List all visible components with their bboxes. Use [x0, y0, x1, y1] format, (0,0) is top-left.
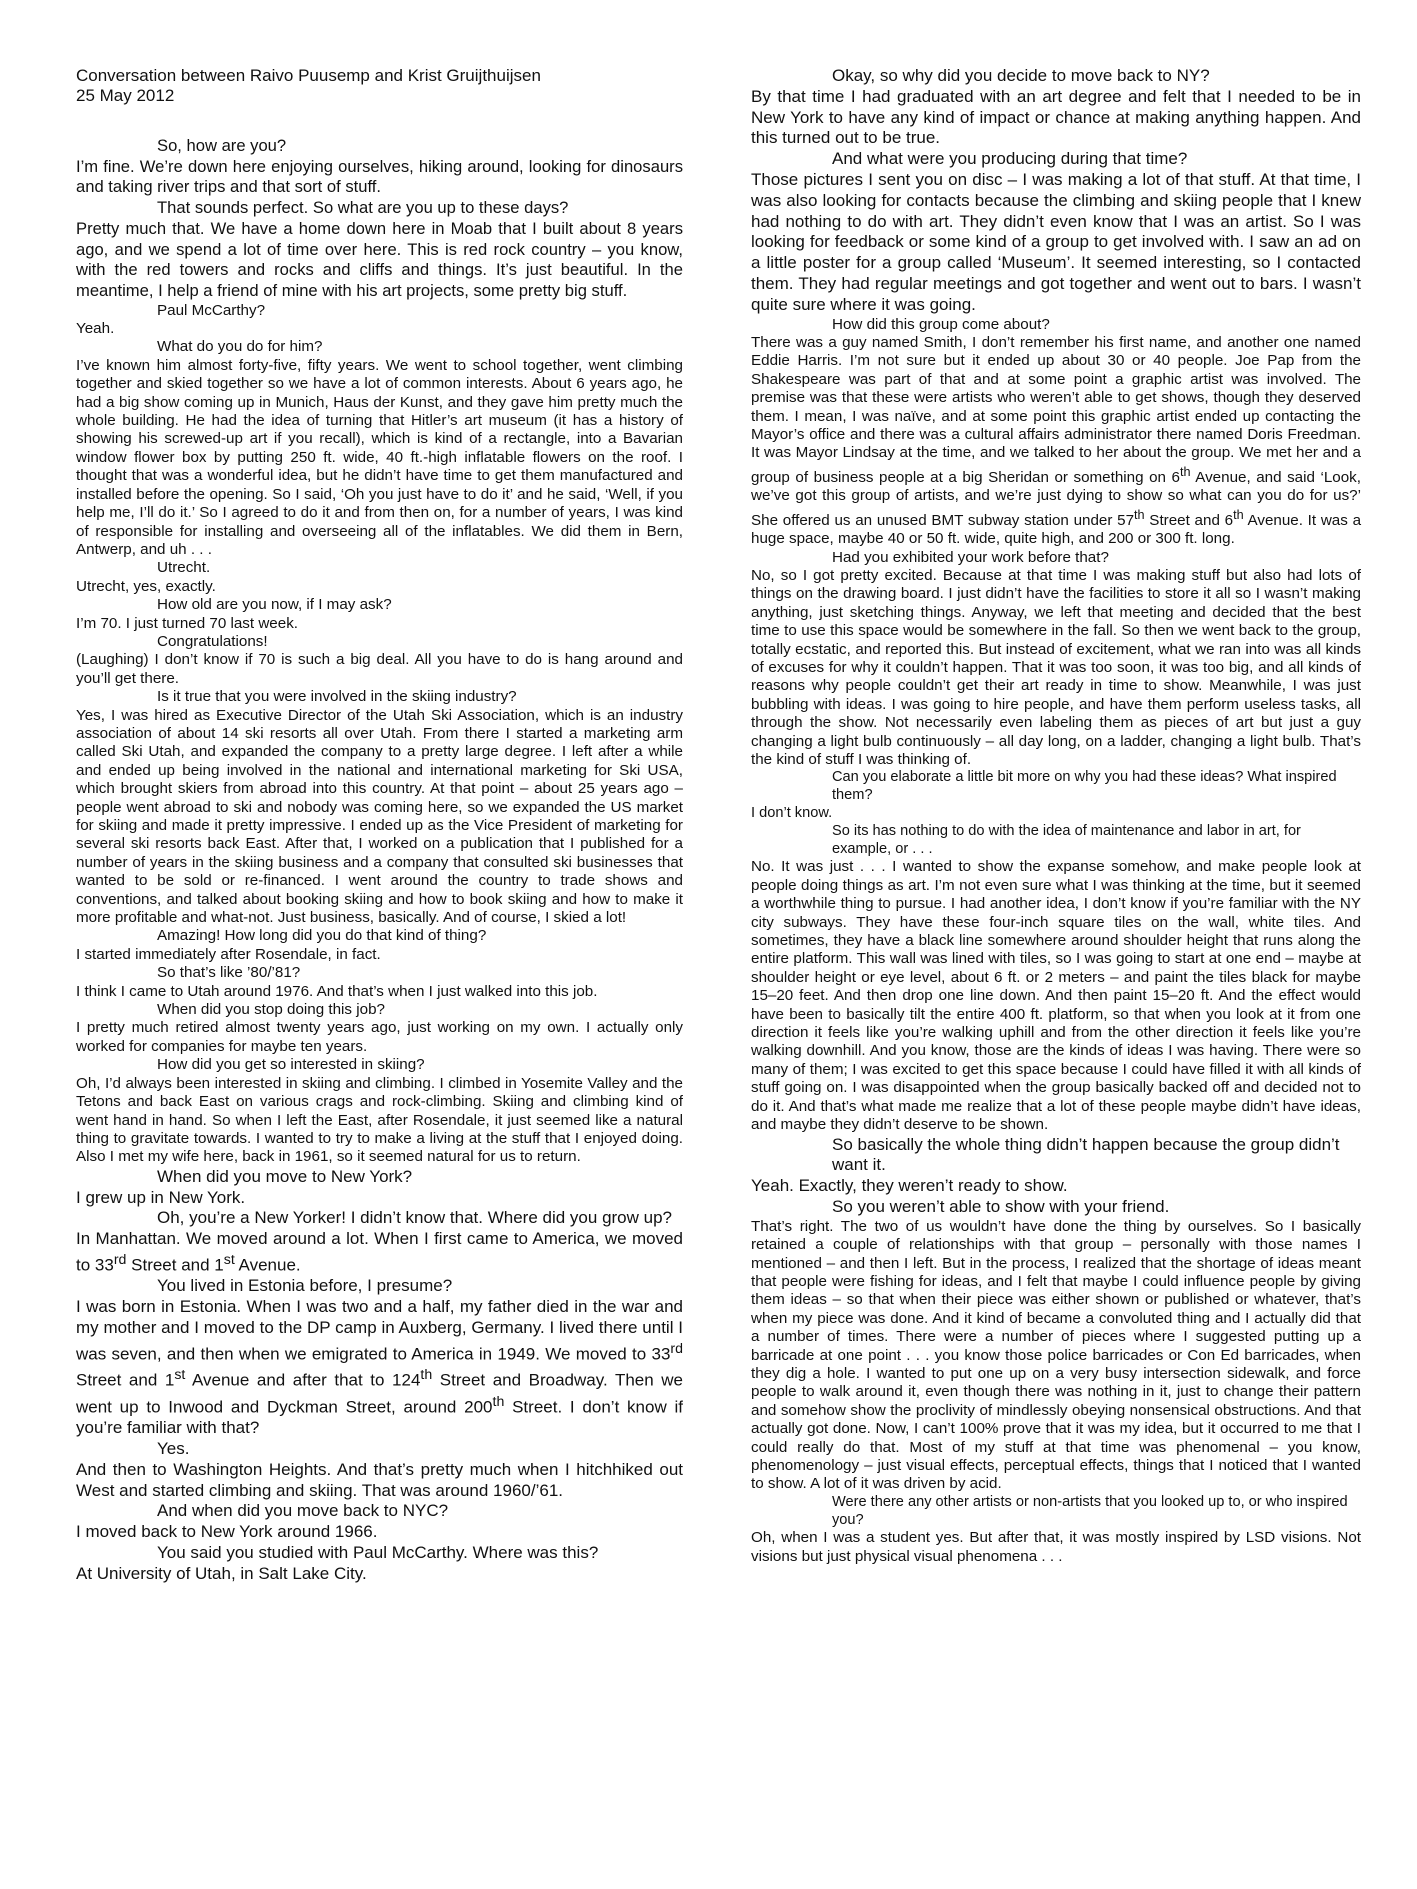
left-column-body [76, 136, 683, 1584]
interview-answer: I grew up in New York. [76, 1187, 246, 1207]
interview-answer: I’ve known him almost forty-five, fifty years. We went to school together, went climbing together and skied together so we have a lot of common interests. About 6 years ago, he had a big show coming up in Munich, Haus der Kunst, and they gave him pretty much the whole building. He had the idea of turning that Hitler’s art museum (it has a history of showing his screwed-up art if you recall), which is kind of a rectangle, into a Bavarian window flower box by putting 250 ft. wide, 40 ft.-high inflatable flowers on the roof. I thought that was a wonderful idea, but he didn’t have time to get them manufactured and installed before the opening. So I said, ‘Oh you just have to do it’ and he said, ‘Well, if you help me, I’ll do it.’ So I agreed to do it and from then on, for a number of years, I was kind of responsible for installing and overseeing all of the inflatables. We did them in Bern, Antwerp, and uh . . . [76, 356, 683, 558]
interview-answer: Oh, when I was a student yes. But after that, it was mostly inspired by LSD visions. Not visions but just physical visual phenomena . . . [751, 1529, 1361, 1565]
interview-answer: There was a guy named Smith, I don’t remember his first name, and another one named Eddie Harris. I’m not sure but it ended up about 30 or 40 people. Joe Pap from the Shakespeare was part of that and at some point a graphic artist was involved. The premise was that these were artists who weren’t able to get shows, though they deserved them. I mean, I was naïve, and at some point this graphic artist ended up contacting the Mayor’s office and there was a cultural affairs administrator there named Doris Freedman. It was Mayor Lindsay at the time, and we talked to her about the group. We met her and a group of business people at a big Sheridan or something on 6th Avenue, and said ‘Look, we’ve got this group of artists, and we’re just dying to show so what can you do for us?’ She offered us an unused BMT subway station under 57th Street and 6th Avenue. It was a huge space, maybe 40 or 50 ft. wide, quite high, and 200 or 300 ft. long. [751, 333, 1362, 548]
interview-answer: I pretty much retired almost twenty years ago, just working on my own. I actually only worked for companies for maybe ten years. [76, 1019, 683, 1055]
interview-answer: Pretty much that. We have a home down here in Moab that I built about 8 years ago, and we spend a lot of time over here. This is red rock country – you know, with the red towers and rocks and cliffs and things. It’s just beautiful. In the meantime, I help a friend of mine with his art projects, some pretty big stuff. [76, 218, 683, 300]
interview-question: Can you elaborate a little bit more on why you had these ideas? What inspired them? [832, 769, 1337, 804]
document-date: 25 May 2012 [76, 86, 175, 105]
interview-answer: And then to Washington Heights. And that’s pretty much when I hitchhiked out West and started climbing and skiing. That was around 1960/’61. [76, 1459, 683, 1500]
interview-question: What do you do for him? [157, 338, 323, 356]
left-column [76, 66, 683, 1584]
interview-question: That sounds perfect. So what are you up to these days? [157, 198, 569, 218]
interview-answer: In Manhattan. We moved around a lot. When I first came to America, we moved to 33rd Street and 1st Avenue. [76, 1229, 683, 1275]
interview-question: Amazing! How long did you do that kind of thing? [157, 927, 487, 945]
interview-answer: By that time I had graduated with an art degree and felt that I needed to be in New York to have any kind of impact or chance at making anything happen. And this turned out to be true. [751, 86, 1361, 148]
right-column-body [751, 66, 1361, 1566]
interview-question: How did this group come about? [832, 315, 1050, 333]
interview-answer: I started immediately after Rosendale, in fact. [76, 945, 381, 963]
interview-question: Yes. [157, 1438, 190, 1458]
interview-answer: No, so I got pretty excited. Because at that time I was making stuff but also had lots of things on the drawing board. I just didn’t have the facilities to store it all so I wasn’t making anything, just sketching things. Anyway, we left that meeting and decided that the best time to use this space would be somewhere in the fall. So then we went back to the group, totally ecstatic, and reported this. But instead of excitement, what we ran into was all kinds of excuses for why it couldn’t happen. That it was too soon, it was too big, and all kinds of reasons why people couldn’t get their art ready in time to show. Meanwhile, I was just bubbling with ideas. I was going to hire people, and have them perform useless tasks, all through the show. Not necessarily even labeling them as pieces of art but just a guy changing a light bulb continuously – all day long, on a ladder, changing a light bulb. That’s the kind of stuff I was thinking of. [751, 566, 1361, 769]
interview-answer: I think I came to Utah around 1976. And that’s when I just walked into this job. [76, 982, 598, 1000]
interview-question: How did you get so interested in skiing? [157, 1056, 425, 1074]
interview-question: How old are you now, if I may ask? [157, 596, 392, 614]
interview-question: So that’s like ’80/’81? [157, 964, 301, 982]
interview-question: You lived in Estonia before, I presume? [157, 1276, 453, 1296]
interview-question: You said you studied with Paul McCarthy. Where was this? [157, 1542, 599, 1562]
document-header [76, 66, 683, 106]
interview-question: When did you stop doing this job? [157, 1001, 385, 1019]
interview-question: Congratulations! [157, 632, 268, 650]
document-title: Conversation between Raivo Puusemp and Krist Gruijthuijsen [76, 66, 541, 85]
interview-question: And what were you producing during that time? [832, 149, 1188, 169]
interview-answer: Yes, I was hired as Executive Director of the Utah Ski Association, which is an industry association of about 14 ski resorts all over Utah. From there I started a marketing arm called Ski Utah, and expanded the company to a pretty large degree. I left after a while and ended up being involved in the national and international marketing for Ski USA, which brought skiers from abroad into this country. At that point – about 25 years ago – people went abroad to ski and nobody was coming here, so we expanded the US market for skiing and made it pretty impressive. I ended up as the Vice President of marketing for several ski resorts back East. After that, I worked on a publication that I published for a number of years in the skiing business and a company that consulted ski businesses that wanted to be sold or re-financed. I went around the country to trade shows and conventions, and talked about booking skiing and how to book skiing and how to make it more profitable and what-not. Just business, basically. And of course, I skied a lot! [76, 706, 683, 927]
interview-question: So its has nothing to do with the idea of maintenance and labor in art, for example, or . . . [832, 822, 1301, 857]
interview-question: Okay, so why did you decide to move back to NY? [832, 66, 1210, 85]
interview-answer: Oh, I’d always been interested in skiing and climbing. I climbed in Yosemite Valley and the Tetons and back East on various crags and rock-climbing. Skiing and climbing kind of went hand in hand. So when I left the East, after Rosendale, it just seemed like a natural thing to gravitate towards. I wanted to try to make a living at the stuff that I enjoyed doing. Also I met my wife here, back in 1961, so it seemed natural for us to return. [76, 1074, 683, 1166]
interview-question: Utrecht. [157, 559, 211, 577]
interview-answer: I don’t know. [751, 805, 833, 822]
interview-answer: I moved back to New York around 1966. [76, 1522, 378, 1542]
interview-answer: That’s right. The two of us wouldn’t have done the thing by ourselves. So I basically retained a couple of relationships with that group – personally with those names I mentioned – and then I left. But in the process, I realized that the shortage of ideas meant that people were fishing for ideas, and I felt that maybe I could influence people by giving them ideas – so that when their piece was either shown or published or whatever, that’s when my piece was done. And it kind of became a convoluted thing and I actually did that a number of times. There were a number of pieces where I suggested putting up a barricade at one point . . . you know those police barricades or Con Ed barricades, when they dig a hole. I wanted to put one up on a very busy intersection sidewalk, and force people to walk around it, even though there was nothing in it, just to change their pattern and somehow show the proclivity of mindlessly obeying nonsensical obstructions. And that actually got done. Now, I can’t 100% prove that it was my idea, but it occurred to me that I could really do that. Most of my stuff at that time was phenomenal – you know, phenomenology – just visual effects, perceptual effects, things that I noticed that I wanted to show. A lot of it was driven by acid. [751, 1217, 1361, 1493]
interview-question: Had you exhibited your work before that? [832, 548, 1109, 566]
interview-question: So you weren’t able to show with your friend. [832, 1196, 1170, 1216]
interview-answer: Yeah. [76, 320, 115, 338]
interview-question: When did you move to New York? [157, 1166, 413, 1186]
interview-answer: I was born in Estonia. When I was two and a half, my father died in the war and my mother and I moved to the DP camp in Auxberg, Germany. I lived there until I was seven, and then when we emigrated to America in 1949. We moved to 33rd Street and 1st Avenue and after that to 124th Street and Broadway. Then we went up to Inwood and Dyckman Street, around 200th Street. I don’t know if you’re familiar with that? [76, 1297, 683, 1438]
interview-question: And when did you move back to NYC? [157, 1501, 449, 1521]
interview-question: So, how are you? [157, 136, 287, 155]
interview-answer: At University of Utah, in Salt Lake City. [76, 1563, 367, 1583]
interview-answer: Yeah. Exactly, they weren’t ready to show. [751, 1176, 1068, 1196]
interview-question: Paul McCarthy? [157, 301, 266, 319]
interview-question: Is it true that you were involved in the skiing industry? [157, 688, 517, 706]
interview-answer: Those pictures I sent you on disc – I was making a lot of that stuff. At that time, I was also looking for contacts because the climbing and skiing people that I knew had nothing to do with art. They didn’t even know that I was an artist. So I was looking for feedback or some kind of a group to get involved with. I saw an ad on a little poster for a group called ‘Museum’. It seemed interesting, so I contacted them. They had regular meetings and got together and went out to bars. I wasn’t quite sure where it was going. [751, 169, 1361, 314]
interview-answer: No. It was just . . . I wanted to show the expanse somehow, and make people look at people doing things as art. I’m not even sure what I was thinking at the time, but it seemed a worthwhile thing to pursue. I had another idea, I don’t know if you’re familiar with the NY city subways. They have these four-inch square tiles on the wall, white tiles. And sometimes, they have a black line somewhere around shoulder height that runs along the entire platform. This wall was lined with tiles, so I was going to start at one end – maybe at shoulder height or eye level, about 6 ft. or 2 meters – and paint the tiles black for maybe 15–20 feet. And then drop one line down. And then paint 15–20 ft. And the effect would have been to basically tilt the entire 400 ft. platform, so that when you look at it from one direction it feels like you’re walking uphill and from the other direction it feels like you’re walking downhill. And you know, those are the kinds of ideas I was having. There were so many of them; I was excited to get this space because I could have filled it with all kinds of stuff going on. I was disappointed when the group basically backed off and decided not to do it. And that’s what made me realize that a lot of these people maybe didn’t have ideas, and maybe they didn’t deserve to be shown. [751, 858, 1361, 1134]
interview-question: Oh, you’re a New Yorker! I didn’t know that. Where did you grow up? [157, 1208, 672, 1228]
interview-answer: I’m fine. We’re down here enjoying ourselves, hiking around, looking for dinosaurs and taking river trips and that sort of stuff. [76, 156, 683, 197]
interview-answer: (Laughing) I don’t know if 70 is such a big deal. All you have to do is hang around and you’ll get there. [76, 651, 683, 687]
interview-question: Were there any other artists or non-artists that you looked up to, or who inspired you? [832, 1493, 1348, 1528]
interview-answer: I’m 70. I just turned 70 last week. [76, 614, 299, 632]
interview-answer: Utrecht, yes, exactly. [76, 577, 216, 595]
interview-question: So basically the whole thing didn’t happen because the group didn’t want it. [832, 1134, 1340, 1175]
right-column [751, 66, 1361, 1566]
